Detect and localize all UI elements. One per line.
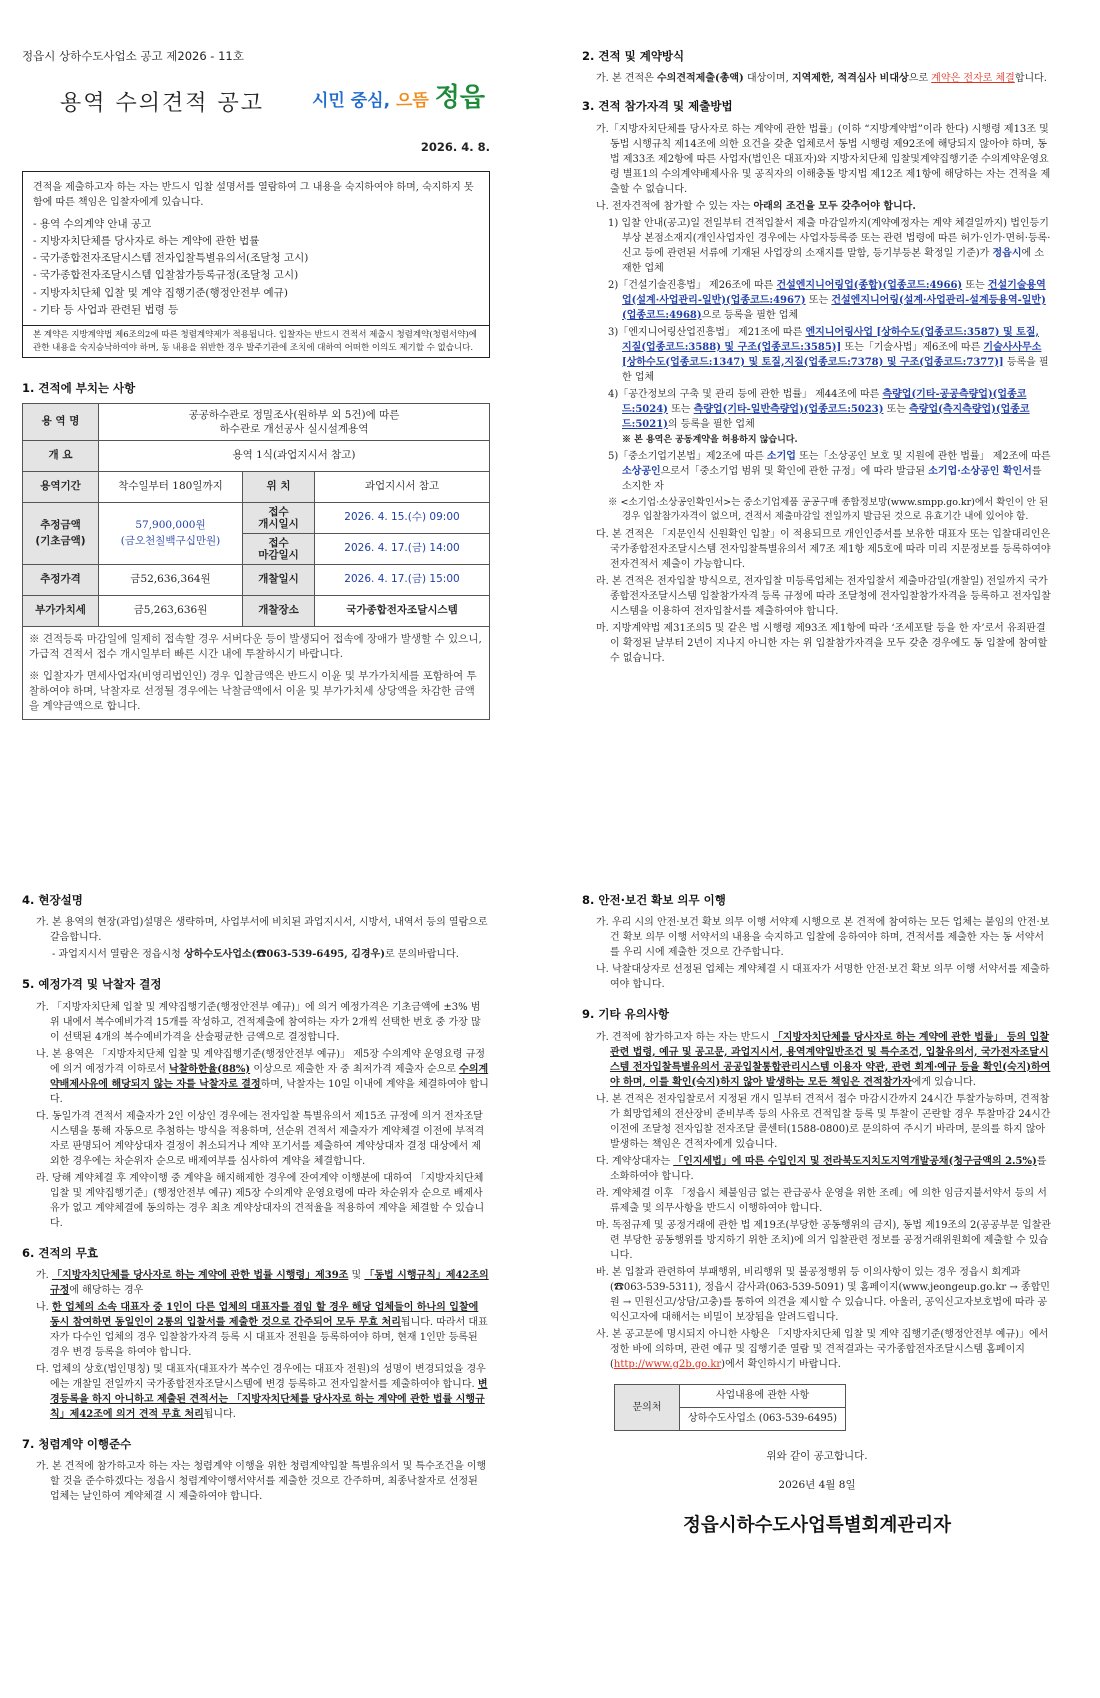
g2b-link[interactable]: http://www.g2b.go.kr xyxy=(613,1358,722,1370)
label-open-place: 개찰장소 xyxy=(243,596,315,627)
text: 소상공인 xyxy=(622,466,661,477)
text: 「지방자치단체를 당사자로 하는 계약에 관한 법률 시행령」제39조 xyxy=(52,1269,349,1281)
s3-n1 xyxy=(582,216,1052,276)
s9-ma: 마. 독점규제 및 공정거래에 관한 법 제19조(부당한 공동행위의 금지), 동법 제19조의 2(공공부문 입찰관련 부당한 공동행위를 방지하기 위한 조치)에 의거 입찰관련 정보를 공정거래위원회에 제출할 수 있습니다. xyxy=(596,1219,1052,1261)
s4-sub xyxy=(22,947,490,962)
s9-ga xyxy=(582,1030,1052,1090)
table-row xyxy=(23,404,490,441)
close-value: 2026. 4. 17.(금) 14:00 xyxy=(315,534,490,565)
text: 대상이며, xyxy=(743,73,792,85)
s8-ga: 가. 우리 시의 안전·보건 확보 의무 이행 서약제 시행으로 본 견적에 참여하는 모든 업체는 붙임의 안전·보건 확보 의무 이행 서약서의 내용을 숙지하고 입찰에 응하여야 하며, 견적서를 제출한 자는 동 서약서를 우리 시에 제출한 것으로 간주합니다. xyxy=(596,917,1050,959)
text: 계약은 전자로 체결 xyxy=(931,73,1015,85)
slogan-part-c: 정읍 xyxy=(434,83,485,114)
text: 4)「공간정보의 구축 및 관리 등에 관한 법률」 제44조에 따른 xyxy=(608,388,883,400)
text: 건설엔지니어링(설계·사업관리-설계등용역-일반)(업종코드:4968) xyxy=(622,294,1046,321)
contact-table xyxy=(614,1384,846,1431)
text: 측량업(기타-일반측량업)(업종코드:5023) xyxy=(693,403,884,415)
s5-da: 다. 동일가격 견적서 제출자가 2인 이상인 경우에는 전자입찰 특별유의서 제15조 규정에 의거 전자조달시스템을 통해 자동으로 추첨하는 방식을 적용하며, 선순위 견적서 제출자가 계약체결 이전에 부적격자로 판명되어 계약상대자 결정이 취소되거나 계약 포기서를 제출하여 계약상대자 결정 대상에서 제외한 경우에는 차순위자 순으로 배제여부를 심사하여 계약을 체결합니다. xyxy=(36,1110,485,1167)
table-note: ※ 견적등록 마감일에 일제히 접속할 경우 서버다운 등이 발생되어 접속에 장애가 발생할 수 있으니, 가급적 견적서 접수 개시일부터 빠른 시간 내에 투찰하시기 바랍니다. xyxy=(29,633,482,661)
text: 1) 입찰 안내(공고)일 전일부터 견적입찰서 제출 마감일까지(계약예정자는 계약 체결일까지) 법인등기부상 본점소재지(개인사업자인 경우에는 사업자등록증 또는 관련 법령에 따른 허가·인가·면허·등록·신고 등에 관련된 서류에 기재된 사업장의 소재지를 말함, 등기부등본 확정일 기준)가 xyxy=(608,217,1051,259)
text: 다. 계약상대자는 xyxy=(596,1155,674,1167)
slogan-part-a: 시민 중심, xyxy=(312,91,396,112)
service-name-line: 공공하수관로 정밀조사(원하부 외 5건)에 따른 xyxy=(188,409,400,422)
text: 3)「엔지니어링산업진흥법」 제21조에 따른 xyxy=(608,326,806,338)
text: 또는「기술사법」제6조에 따른 xyxy=(841,341,984,353)
section-1-heading: 1. 견적에 부치는 사항 xyxy=(22,381,136,395)
s9-sa xyxy=(582,1327,1052,1372)
issuer-name: 정읍시하수도사업특별회계관리자 xyxy=(682,1515,952,1536)
open-value: 2026. 4. 15.(수) 09:00 xyxy=(315,503,490,534)
s3-n3 xyxy=(582,325,1052,385)
text: 또는 xyxy=(667,403,694,415)
text: 소기업 xyxy=(766,451,796,462)
text: 한 업체의 소속 대표자 중 1인이 다른 업체의 대표자를 겸임 할 경우 해당 업체들이 하나의 입찰에 동시 참여하면 동일인이 2통의 입찰서를 제출한 것으로 간주되어 모두 무효 처리 xyxy=(50,1301,479,1328)
contact-label: 문의처 xyxy=(615,1384,680,1430)
text: 아래의 조건을 모두 갖추어야 합니다. xyxy=(753,200,916,212)
service-name-line: 하수관로 개선공사 실시설계용역 xyxy=(219,423,369,436)
top-left-column xyxy=(22,48,490,720)
integrity-note: 본 계약은 지방계약법 제6조의2에 따른 청렴계약제가 적용됩니다. 입찰자는 반드시 견적서 제출시 청렴계약(청렴서약)에 관한 내용을 숙지승낙하여야 하며, 동 내용을 위반한 경우 발주기관에 조치에 대하여 어떠한 이의도 제기할 수 없습니다. xyxy=(22,326,490,358)
table-row xyxy=(23,503,490,534)
intro-list xyxy=(33,216,479,320)
s9-da xyxy=(582,1154,1052,1184)
bottom-left-column xyxy=(22,892,490,1506)
text: 「인지세법」에 따른 수입인지 및 전라북도지치도지역개발공채(청구금액의 2.5%) xyxy=(673,1155,1037,1167)
text: 으로 등록을 필한 업체 xyxy=(701,309,799,321)
open-date-value: 2026. 4. 17.(금) 15:00 xyxy=(315,565,490,596)
estimate-table xyxy=(22,403,490,720)
text: 측량업(측지측량업)(업종코드:5021) xyxy=(622,403,1030,430)
title-row xyxy=(22,79,490,131)
s3-da: 다. 본 견적은 「지문인식 신원확인 입찰」이 적용되므로 개인인증서를 보유한 대표자 또는 입찰대리인은 국가종합전자조달시스템 전자입찰특별유의서 제7조 제1항 제5호에 따라 미리 지문정보를 등록하여야 전자견적서 제출이 가능합니다. xyxy=(596,528,1051,570)
section-6-heading: 6. 견적의 무효 xyxy=(22,1245,98,1260)
text: 합니다. xyxy=(1014,73,1047,85)
table-notes xyxy=(23,627,490,720)
text: 으로서「중소기업 범위 및 확인에 관한 규정」에 따라 발급된 xyxy=(660,466,929,477)
text: 건설엔지니어링업(종합)(업종코드:4966) xyxy=(776,279,963,291)
text: 를 소지한 자 xyxy=(622,466,1042,492)
s6-da xyxy=(22,1362,490,1422)
label-location: 위 치 xyxy=(243,472,315,503)
service-name-value xyxy=(99,404,490,441)
intro-item: - 기타 등 사업과 관련된 법령 등 xyxy=(33,304,179,317)
closing-date: 2026년 4월 8일 xyxy=(778,1479,856,1492)
s3-na xyxy=(582,199,1052,214)
intro-item: - 국가종합전자조달시스템 전자입찰특별유의서(조달청 고시) xyxy=(33,252,309,265)
s3-ga: 가.「지방자치단체를 당사자로 하는 계약에 관한 법률」(이하 “지방계약법”이라 한다) 시행령 제13조 및 동법 시행규칙 제14조에 의한 요건을 갖춘 업체로서 동법 시행령 제92조에 해당되지 않아야 하며, 동법 제33조 제2항에 따른 사업자(법인은 대표자)와 지방자치단체 입찰및계약집행기준 수의계약운영요령 별표1의 수의계약배제사유 및 공직자의 이해충돌 방지법 제12조 제1항에 해당하는 자는 견적을 제출할 수 없습니다. xyxy=(596,123,1051,195)
estimate-amount: 57,900,000원 xyxy=(135,519,206,531)
page-title: 용역 수의견적 공고 xyxy=(60,91,265,117)
text: 또는 xyxy=(805,294,832,306)
contact-row: 상하수도사업소 (063-539-6495) xyxy=(680,1407,846,1430)
text: 사. 본 공고문에 명시되지 아니한 사항은 「지방자치단체 입찰 및 계약 집행기준(행정안전부 예규)」에서 정한 바에 의하며, 관련 예규 및 집행기준 열람 및 견적결과는 국가종합전자조달시스템 홈페이지( xyxy=(596,1328,1049,1370)
section-7-heading: 7. 청렴계약 이행준수 xyxy=(22,1436,132,1451)
section-3-heading: 3. 견적 참가자격 및 제출방법 xyxy=(582,99,733,114)
s3-n4 xyxy=(582,387,1052,432)
estimate-value xyxy=(99,503,243,565)
contact-row: 사업내용에 관한 사항 xyxy=(680,1384,846,1407)
text: 또는「소상공인 보호 및 지원에 관한 법률」 제2조에 따른 xyxy=(795,451,1051,462)
table-row xyxy=(23,565,490,596)
s3-ma: 마. 지방계약법 제31조의5 및 같은 법 시행령 제93조 제1항에 따라 ‘조세포탈 등을 한 자’로서 유죄판결이 확정된 날부터 2년이 지나지 아니한 자는 위 입찰참가자격을 모두 갖춘 경우에도 동 입찰에 참여할 수 없습니다. xyxy=(596,622,1048,664)
text: 나. 전자견적에 참가할 수 있는 자는 xyxy=(596,200,754,212)
text: 하며, 낙찰자는 10일 이내에 계약을 체결하여야 합니다. xyxy=(50,1078,489,1105)
text: 낙찰하한율(88%) xyxy=(168,1063,251,1075)
label-estimate: 추정금액 (기초금액) xyxy=(23,503,99,565)
s7-ga: 가. 본 견적에 참가하고자 하는 자는 청렴계약 이행을 위한 청렴계약입찰 특별유의서 및 특수조건을 이행할 것을 준수하겠다는 정읍시 청렴계약이행서약서를 제출한 것으로 간주하며, 최종낙찰자로 선정된 업체는 날인하여 계약체결 시 제출하여야 합니다. xyxy=(36,1461,487,1502)
intro-item: - 지방자치단체 입찰 및 계약 집행기준(행정안전부 예규) xyxy=(33,286,288,299)
text: 가. 본 견적은 xyxy=(596,73,658,85)
s4-ga: 가. 본 용역의 현장(과업)설명은 생략하며, 사업부서에 비치된 과업지시서, 시방서, 내역서 등의 열람으로 갈음합니다. xyxy=(36,917,488,944)
s9-ba: 바. 본 입찰과 관련하여 부패행위, 비리행위 및 불공정행위 등 이의사항이 있는 경우 정읍시 회계과(☎063-539-5311), 정읍시 감사과(063-539-5091) 및 홈페이지(www.jeongeup.go.kr → 종합민원 → 민원신고/상담/고충)를 통하여 의견을 제시할 수 있습니다. 아울러, 공익신고자보호법에 따라 공익신고자에 대해서는 비밀이 보장됨을 알려드립니다. xyxy=(596,1266,1050,1323)
text: 나. 본 용역은 「지방자치단체 입찰 및 계약집행기준(행정안전부 예규)」 제5장 수의계약 운영요령 규정에 의거 예정가격 이하로서 xyxy=(36,1048,486,1075)
text: 를 소화하여야 합니다. xyxy=(610,1155,1047,1182)
text: 됩니다. xyxy=(203,1408,236,1420)
text: 에 해당하는 경우 xyxy=(69,1284,144,1296)
s3-n5-sub: ※ <소기업·소상공인확인서>는 중소기업제품 공공구매 종합정보망(www.smpp.go.kr)에서 확인이 안 된 경우 입찰참가자격이 없으며, 견적서 제출마감일 전일까지 발급된 것으로 유효기간 내에 있어야 함. xyxy=(608,497,1049,523)
text: 또는 xyxy=(962,279,988,291)
table-row xyxy=(23,472,490,503)
intro-lead: 견적을 제출하고자 하는 자는 반드시 입찰 설명서를 열람하여 그 내용을 숙지하여야 하며, 숙지하지 못함에 따른 책임은 입찰자에게 있습니다. xyxy=(33,181,474,208)
s3-n2 xyxy=(582,278,1052,323)
period-value: 착수일부터 180일까지 xyxy=(99,472,243,503)
text: 등록을 필한 업체 xyxy=(622,356,1049,383)
intro-item: - 국가종합전자조달시스템 입찰참가등록규정(조달청 고시) xyxy=(33,269,299,282)
table-row xyxy=(23,596,490,627)
text: - 과업지시서 열람은 정읍시청 xyxy=(52,949,185,961)
text: 변경등록을 하지 아니하고 제출된 견적서는 「지방자치단체를 당사자로 하는 계약에 관한 법률 시행규칙」제42조에 의거 견적 무효 처리 xyxy=(50,1378,488,1420)
s9-ra: 라. 계약체결 이후 「정읍시 체불임금 없는 관급공사 운영을 위한 조례」에 의한 임금지불서약서 등의 서류제출 및 의무사항을 반드시 이행하여야 합니다. xyxy=(596,1187,1047,1214)
s6-na xyxy=(22,1300,490,1360)
label-overview: 개 요 xyxy=(23,441,99,472)
text: 엔지니어링사업 [상하수도(업종코드:3587) 및 토질, 지질(업종코드:3588) 및 구조(업종코드:3585)] xyxy=(622,326,1039,353)
text: 이상으로 제출한 자 중 최저가격 제출자 순으로 xyxy=(250,1063,460,1075)
text: 측량업(기타-공공측량업)(업종코드:5024) xyxy=(622,388,1027,415)
s3-ra: 라. 본 견적은 전자입찰 방식으로, 전자입찰 미등록업체는 전자입찰서 제출마감일(개찰일) 전일까지 국가종합전자조달시스템 입찰참가자격 등록 규정에 따라 조달청에 전자입찰참가자격을 등록하고 전자입찰시스템을 이용하여 전자입찰서를 제출하여야 합니다. xyxy=(596,575,1051,617)
text: 「동법 시행규칙」제42조의 규정 xyxy=(50,1269,489,1296)
text: 으로 xyxy=(908,73,932,85)
s3-n4-note: ※ 본 용역은 공동계약을 허용하지 않습니다. xyxy=(622,434,798,445)
text: 에게 있습니다. xyxy=(911,1076,976,1088)
text: 나. xyxy=(36,1301,53,1313)
text: 다. 업체의 상호(법인명칭) 및 대표자(대표자가 복수인 경우에는 대표자 전원)의 성명이 변경되었을 경우에는 개찰일 전일까지 국가종합전자조달시스템에 변경 등록하고 전자입찰서를 제출하여야 합니다. xyxy=(36,1363,486,1390)
estimate-amount-words: (금오천칠백구십만원) xyxy=(120,534,221,547)
text: 건설기술용역업(설계·사업관리-일반)(업종코드:4967) xyxy=(622,279,1046,306)
text: 5)「중소기업기본법」제2조에 따른 xyxy=(608,451,767,462)
location-value: 과업지시서 참고 xyxy=(315,472,490,503)
label-close: 접수 마감일시 xyxy=(243,534,315,565)
section-8-heading: 8. 안전·보건 확보 의무 이행 xyxy=(582,893,726,907)
intro-item: - 용역 수의계약 안내 공고 xyxy=(33,217,152,230)
table-row xyxy=(23,441,490,472)
section-9-heading: 9. 기타 유의사항 xyxy=(582,1007,670,1022)
vat-value: 금5,263,636원 xyxy=(99,596,243,627)
s2-ga xyxy=(582,71,1052,86)
s8-na: 나. 낙찰대상자로 선정된 업체는 계약체결 시 대표자가 서명한 안전·보건 확보 의무 이행 서약서를 제출하여야 합니다. xyxy=(596,964,1050,991)
intro-item: - 지방자치단체를 당사자로 하는 계약에 관한 법률 xyxy=(33,234,260,247)
s5-ra: 라. 당해 계약체결 후 계약이행 중 계약을 해지해제한 경우에 잔여계약 이행분에 대하여 「지방자치단체 입찰 및 계약집행기준」(행정안전부 예규) 제5장 수의계약 운영요령에 따라 차순위자 순으로 배제사유가 없고 계약체결에 동의하는 경우 최초 계약상대자의 견적율을 적용하여 계약을 체결할 수 있습니다. xyxy=(36,1172,485,1229)
label-est-price: 추정가격 xyxy=(23,565,99,596)
text: 지역제한, 적격심사 비대상 xyxy=(791,73,909,85)
label-open-date: 개찰일시 xyxy=(243,565,315,596)
text: 2)「건설기술진흥법」 제26조에 따른 xyxy=(608,279,777,291)
text: 또는 xyxy=(883,403,910,415)
bottom-right-column xyxy=(582,892,1052,1540)
text: 에 소재한 업체 xyxy=(622,247,1044,274)
est-price-value: 금52,636,364원 xyxy=(99,565,243,596)
text: 상하수도사업소(☎063-539-6495, 김경우) xyxy=(184,949,385,961)
label-open: 접수 개시일시 xyxy=(243,503,315,534)
text: 기술사사무소 [상하수도(업종코드:1347) 및 토질,지질(업종코드:7378) 및 구조(업종코드:7377)] xyxy=(622,341,1042,368)
s5-ga: 가. 「지방자치단체 입찰 및 계약집행기준(행정안전부 예규)」에 의거 예정가격은 기초금액에 ±3% 범위 내에서 복수예비가격 15개를 작성하고, 견적제출에 참여하는 자가 2개씩 선택한 번호 중 가장 많이 선택된 4개의 복수예비가격을 산술평균한 금액으로 결정합니다. xyxy=(36,1001,481,1043)
announce-date: 2026. 4. 8. xyxy=(420,140,490,155)
s5-na xyxy=(22,1047,490,1107)
overview-value: 용역 1식(과업지시서 참고) xyxy=(99,441,490,472)
text: 「지방자치단체를 당사자로 하는 계약에 관한 법률」 등의 입찰관련 법령, 예규 및 공고문, 과업지시서, 용역계약일반조건 및 특수조건, 입찰유의서, 국가전자조달시스템 전자입찰특별유의서 공공입찰통합관리시스템 이용자 약관, 관련 회계·예규 등을 확인(숙지)하여야 하며, 이를 확인(숙지)하지 않아 발생하는 모든 책임은 견적참가자 xyxy=(610,1031,1051,1088)
text: 수의계약배제사유에 해당되지 않는 자를 낙찰자로 결정 xyxy=(50,1063,489,1090)
s6-ga xyxy=(22,1268,490,1298)
table-note: ※ 입찰자가 면세사업자(비영리법인인) 경우 입찰금액은 반드시 이윤 및 부가가치세를 포함하여 투찰하여야 하며, 낙찰자로 선정될 경우에는 낙찰금액에서 이윤 및 부가가치세 상당액을 차감한 금액을 계약금액으로 합니다. xyxy=(29,669,477,713)
intro-box xyxy=(22,171,490,327)
text: 가. xyxy=(36,1269,53,1281)
label-vat: 부가가치세 xyxy=(23,596,99,627)
table-row xyxy=(615,1384,846,1407)
label-period: 용역기간 xyxy=(23,472,99,503)
section-4-heading: 4. 현장설명 xyxy=(22,893,83,907)
section-2-heading: 2. 견적 및 계약방식 xyxy=(582,49,685,63)
table-row xyxy=(23,627,490,720)
text: 및 xyxy=(348,1269,365,1281)
slogan-part-b: 으뜸 xyxy=(395,91,435,112)
label-service-name: 용 역 명 xyxy=(23,404,99,441)
city-slogan-logo xyxy=(312,79,485,118)
notice-number: 정읍시 상하수도사업소 공고 제2026 - 11호 xyxy=(22,49,244,63)
closing-line: 위와 같이 공고합니다. xyxy=(766,1449,868,1462)
open-place-value: 국가종합전자조달시스템 xyxy=(315,596,490,627)
top-right-column xyxy=(582,48,1052,668)
text: )에서 확인하시기 바랍니다. xyxy=(721,1358,841,1370)
section-5-heading: 5. 예정가격 및 낙찰자 결정 xyxy=(22,977,162,992)
text: 의 등록을 필한 업체 xyxy=(667,418,755,430)
text: 로 문의바랍니다. xyxy=(384,949,459,961)
text: 됩니다. 따라서 대표자가 다수인 업체의 경우 입찰참가자격 등록 시 대표자 전원을 등록하여야 하며, 현재 1인만 등록된 경우 변경 등록을 하여야 합니다. xyxy=(50,1316,488,1358)
text: 가. 견적에 참가하고자 하는 자는 반드시 xyxy=(596,1031,773,1043)
s9-na: 나. 본 견적은 전자입찰로서 지정된 개시 일부터 견적서 접수 마감시간까지 24시간 투찰가능하며, 견적참가 희망업체의 전산장비 준비부족 등의 사유로 견적입찰 등록 및 투찰이 곤란할 경우 투찰마감 24시간 이전에 조달청 전자입찰 전자조달 콜센터(1588-0800)로 문의하여 주시기 바라며, 문의를 하지 않아 발생하는 책임은 견적자에게 있습니다. xyxy=(596,1093,1051,1150)
text: 수의견적제출(총액) xyxy=(657,73,744,85)
text: 정읍시 xyxy=(992,247,1022,259)
text: 소기업·소상공인 확인서 xyxy=(928,466,1032,477)
s3-n5 xyxy=(582,449,1052,494)
